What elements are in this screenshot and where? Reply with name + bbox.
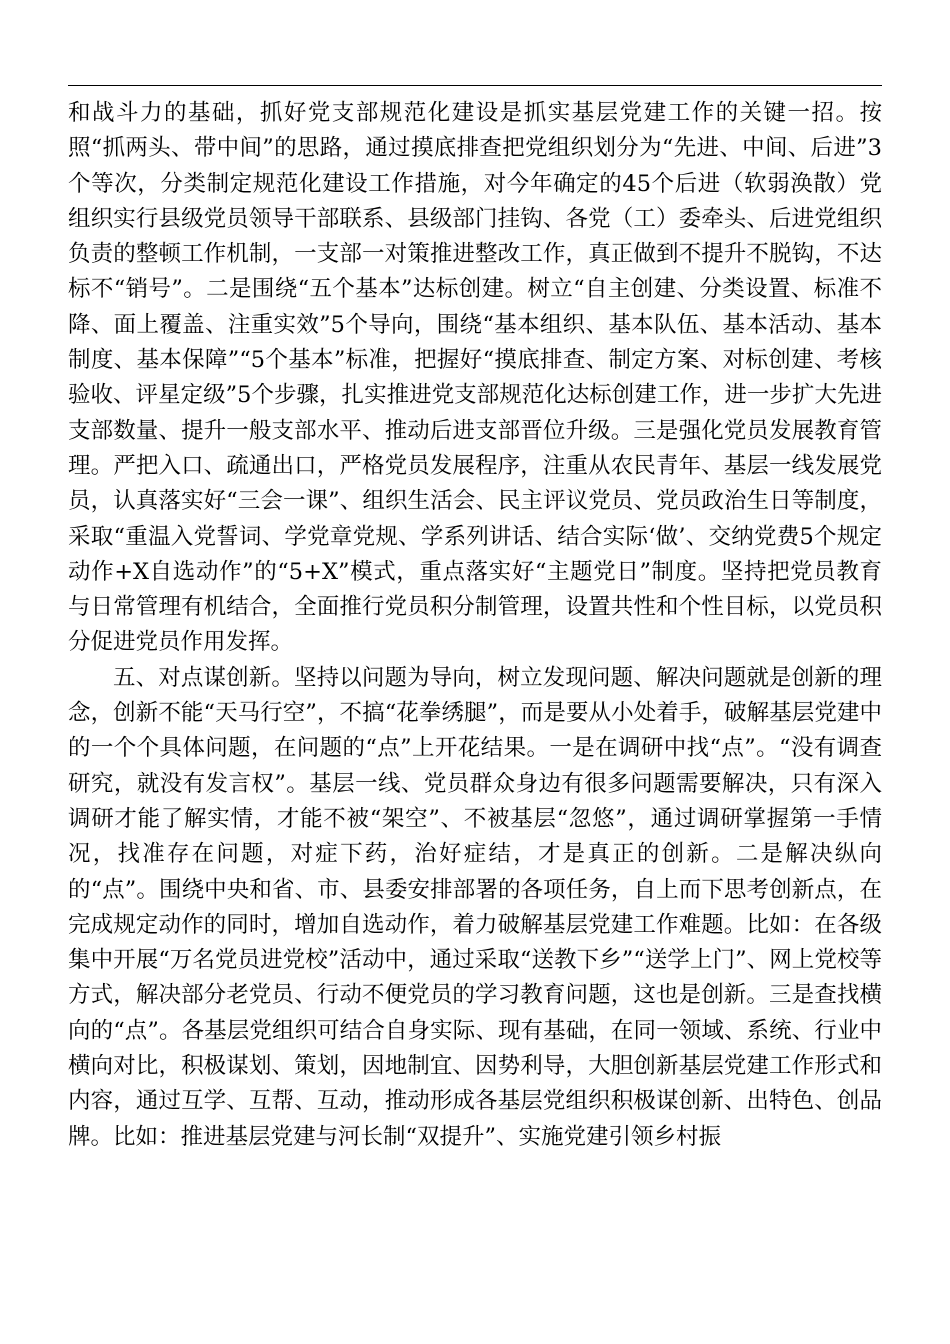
document-body — [68, 96, 882, 1155]
header-rule — [68, 85, 882, 86]
paragraph-section-five: 五、对点谋创新。坚持以问题为导向，树立发现问题、解决问题就是创新的理念，创新不能“天马行空”，不搞“花拳绣腿”，而是要从小处着手，破解基层党建中的一个个具体问题，在问题的“点”上开花结果。一是在调研中找“点”。“没有调查研究，就没有发言权”。基层一线、党员群众身边有很多问题需要解决，只有深入调研才能了解实情，才能不被“架空”、不被基层“忽悠”，通过调研掌握第一手情况，找准存在问题，对症下药，治好症结，才是真正的创新。二是解决纵向的“点”。围绕中央和省、市、县委安排部署的各项任务，自上而下思考创新点，在完成规定动作的同时，增加自选动作，着力破解基层党建工作难题。比如：在各级集中开展“万名党员进党校”活动中，通过采取“送教下乡”“送学上门”、网上党校等方式，解决部分老党员、行动不便党员的学习教育问题，这也是创新。三是查找横向的“点”。各基层党组织可结合自身实际、现有基础，在同一领域、系统、行业中横向对比，积极谋划、策划，因地制宜、因势利导，大胆创新基层党建工作形式和内容，通过互学、互帮、互动，推动形成各基层党组织积极谋创新、出特色、创品牌。比如：推进基层党建与河长制“双提升”、实施党建引领乡村振 — [68, 664, 882, 1150]
paragraph-continued: 和战斗力的基础，抓好党支部规范化建设是抓实基层党建工作的关键一招。按照“抓两头、带中间”的思路，通过摸底排查把党组织划分为“先进、中间、后进”3个等次，分类制定规范化建设工作措施，对今年确定的45个后进（软弱涣散）党组织实行县级党员领导干部联系、县级部门挂钩、各党（工）委牵头、后进党组织负责的整顿工作机制，一支部一对策推进整改工作，真正做到不提升不脱钩，不达标不“销号”。二是围绕“五个基本”达标创建。树立“自主创建、分类设置、标准不降、面上覆盖、注重实效”5个导向，围绕“基本组织、基本队伍、基本活动、基本制度、基本保障”“5个基本”标准，把握好“摸底排查、制定方案、对标创建、考核验收、评星定级”5个步骤，扎实推进党支部规范化达标创建工作，进一步扩大先进支部数量、提升一般支部水平、推动后进支部晋位升级。三是强化党员发展教育管理。严把入口、疏通出口，严格党员发展程序，注重从农民青年、基层一线发展党员，认真落实好“三会一课”、组织生活会、民主评议党员、党员政治生日等制度，采取“重温入党誓词、学党章党规、学系列讲话、结合实际‘做’、交纳党费5个规定动作+X自选动作”的“5+X”模式，重点落实好“主题党日”制度。坚持把党员教育与日常管理有机结合，全面推行党员积分制管理，设置共性和个性目标，以党员积分促进党员作用发挥。 — [68, 100, 882, 656]
